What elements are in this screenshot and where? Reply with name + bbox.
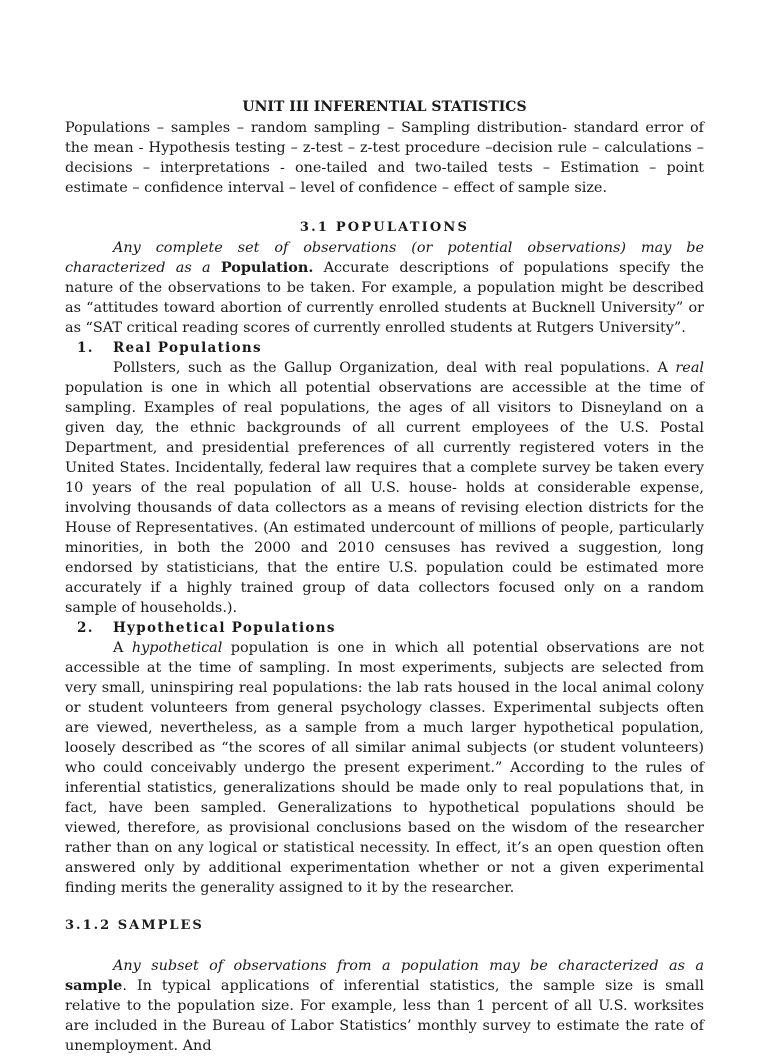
- real-populations-text-rest: population is one in which all potential observations are accessible at the time of sampling. Examples of real populations, the ages of all visitors to Disneyland on a given day, the ethnic backgrounds of all current employees of the U.S. Postal Department, and presidential preferences of all currently registered voters in the United States. Incidentally, federal law requires that a complete survey be taken every 10 years of the real population of all U.S. house- holds at considerable expense, involving thousands of data collectors as a means of revising election districts for the House of Representatives. (An estimated undercount of millions of people, particularly minorities, in both the 2000 and 2010 censuses has revived a suggestion, long endorsed by statisticians, that the entire U.S. population could be estimated more accurately if a highly trained group of data collectors focused only on a random sample of households.).: [65, 380, 704, 616]
- subheading-number: 2.: [77, 620, 94, 636]
- subheading-label: Hypothetical Populations: [113, 620, 336, 636]
- subheading-hypothetical-populations: [65, 618, 704, 638]
- samples-definition-italic: Any subset of observations from a population may be characterized as a: [113, 958, 704, 974]
- hypothetical-text-start: A: [113, 640, 124, 656]
- hypothetical-text-rest: population is one in which all potential observations are not accessible at the time of sampling. In most experiments, subjects are selected from very small, uninspiring real populations: the lab rats housed in the local animal colony or student volunteers from general psychology classes. Experimental subjects often are viewed, nevertheless, as a sample from a much larger hypothetical population, loosely described as “the scores of all similar animal subjects (or student volunteers) who could conceivably undergo the present experiment.” According to the rules of inferential statistics, generalizations should be made only to real populations that, in fact, have been sampled. Generalizations to hypothetical populations should be viewed, therefore, as provisional conclusions based on the wisdom of the researcher rather than on any logical or statistical necessity. In effect, it’s an open question often answered only by additional experimentation whether or not a given experimental finding merits the generality assigned to it by the researcher.: [65, 640, 705, 896]
- sample-term-bold: sample: [65, 977, 123, 994]
- unit-title: UNIT III INFERENTIAL STATISTICS: [242, 99, 527, 115]
- subheading-number: 1.: [77, 340, 94, 356]
- document-page: [65, 96, 704, 1056]
- real-term-italic: real: [675, 360, 704, 376]
- subheading-label: Real Populations: [113, 340, 262, 356]
- hypothetical-populations-paragraph: [65, 638, 704, 898]
- samples-paragraph-text: . In typical applications of inferential statistics, the sample size is small relative to the population size. For example, less than 1 percent of all U.S. worksites are included in the Bureau of Labor Statistics’ monthly survey to estimate the rate of unemployment. And: [65, 978, 704, 1054]
- subheading-real-populations: [65, 338, 704, 358]
- real-populations-paragraph: [65, 358, 704, 618]
- populations-term-bold: Population.: [220, 259, 314, 276]
- samples-paragraph: [65, 956, 704, 1056]
- hypothetical-term-italic: hypothetical: [131, 640, 223, 656]
- section-heading-populations: 3.1 POPULATIONS: [299, 220, 470, 235]
- section-heading-samples: 3.1.2 SAMPLES: [65, 918, 204, 933]
- unit-overview: Populations – samples – random sampling – Sampling distribution- standard error of the mean - Hypothesis testing – z-test – z-test procedure –decision rule – calculations – decisions – interpretations - one-tailed and two-tailed tests – Estimation – point estimate – confidence interval – level of confidence – effect of sample size.: [65, 120, 704, 196]
- populations-definition-italic: Any complete set of observations (or potential observations) may be characterized as a: [65, 240, 704, 276]
- real-populations-text-start: Pollsters, such as the Gallup Organization, deal with real populations. A: [113, 360, 668, 376]
- populations-paragraph-text: Accurate descriptions of populations specify the nature of the observations to be taken. For example, a population might be described as “attitudes toward abortion of currently enrolled students at Bucknell University” or as “SAT critical reading scores of currently enrolled students at Rutgers University”.: [65, 260, 704, 336]
- populations-paragraph: [65, 238, 704, 338]
